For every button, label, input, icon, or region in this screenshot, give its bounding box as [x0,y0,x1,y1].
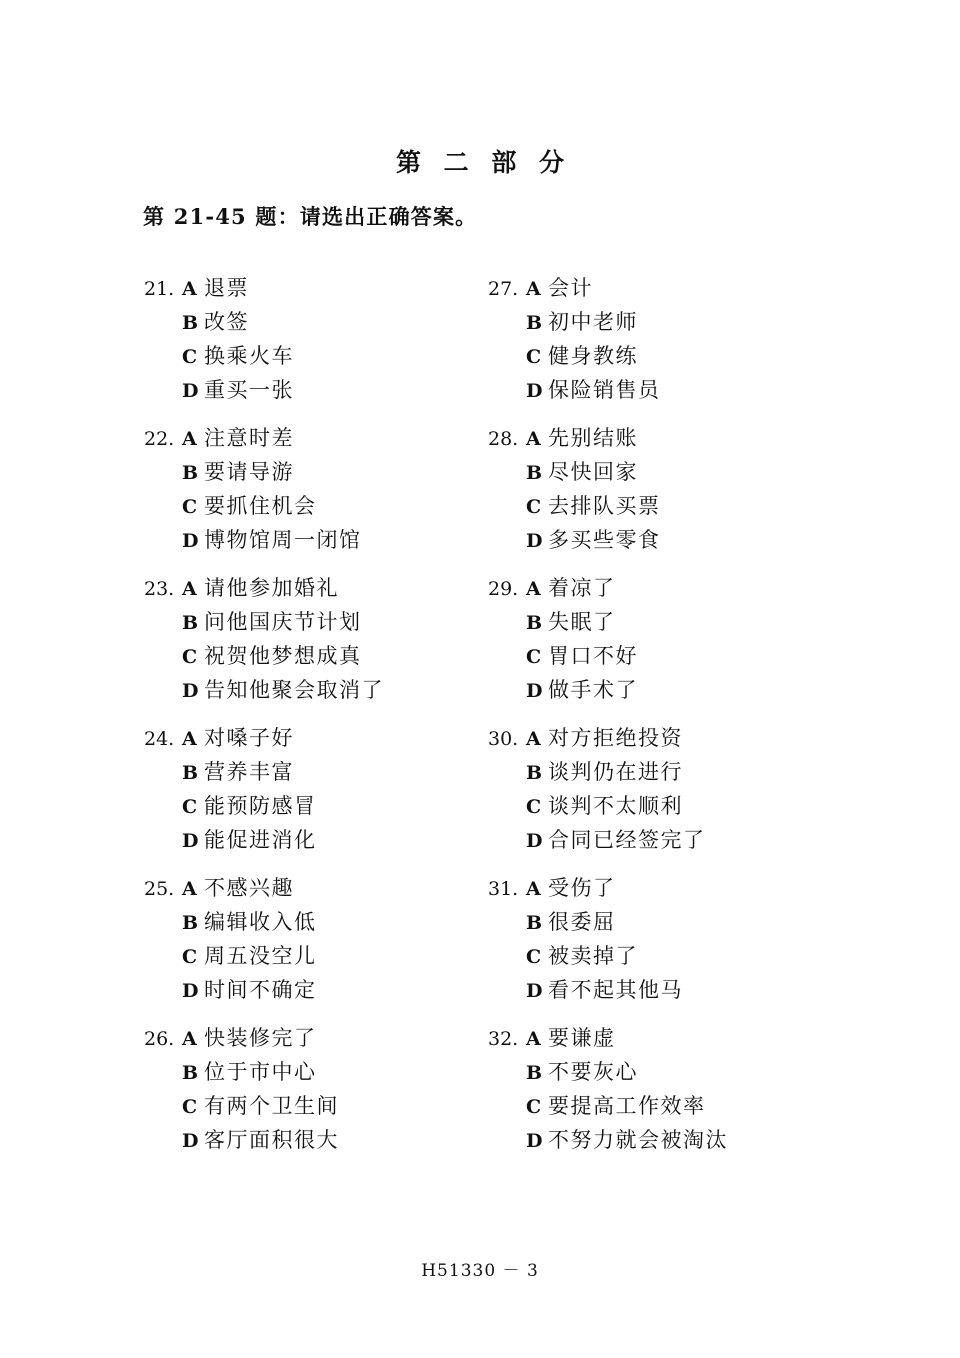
option-text: 要请导游 [204,460,294,484]
question-number: 30. [488,728,519,750]
option-text: 对嗓子好 [204,726,294,750]
option-row[interactable] [144,640,384,674]
option-text: 很委屈 [548,910,616,934]
option-letter: D [526,1130,543,1152]
option-text: 被卖掉了 [548,944,638,968]
option-letter: B [526,762,543,784]
option-letter: C [182,646,198,668]
question-block [144,572,384,708]
option-text: 告知他聚会取消了 [204,678,384,702]
option-row[interactable] [488,640,728,674]
option-text: 编辑收入低 [204,910,317,934]
option-letter: B [182,762,199,784]
option-row[interactable] [144,722,384,756]
option-row[interactable] [488,1124,728,1158]
option-row[interactable] [488,490,728,524]
question-number: 21. [144,278,175,300]
option-row[interactable] [488,974,728,1008]
option-letter: B [182,1062,199,1084]
option-letter: A [526,578,541,600]
option-row[interactable] [488,756,728,790]
option-row[interactable] [488,674,728,708]
option-letter: D [526,830,543,852]
option-text: 重买一张 [204,378,294,402]
option-text: 要抓住机会 [204,494,317,518]
question-number: 27. [488,278,519,300]
option-text: 看不起其他马 [548,978,683,1002]
question-block [488,272,728,408]
option-letter: D [182,980,199,1002]
option-row[interactable] [144,490,384,524]
page-title: 第 二 部 分 [395,148,572,177]
question-number: 32. [488,1028,519,1050]
option-row[interactable] [144,1056,384,1090]
option-row[interactable] [144,674,384,708]
option-letter: B [182,312,199,334]
option-letter: C [526,946,542,968]
question-block [488,422,728,558]
option-letter: A [182,728,197,750]
option-letter: B [182,462,199,484]
option-letter: D [182,680,199,702]
option-text: 多买些零食 [548,528,661,552]
option-text: 做手术了 [548,678,638,702]
option-text: 谈判不太顺利 [548,794,683,818]
option-row[interactable] [488,572,728,606]
option-row[interactable] [488,1056,728,1090]
option-text: 着凉了 [548,576,616,600]
option-letter: B [526,462,543,484]
option-letter: B [526,612,543,634]
option-letter: C [526,346,542,368]
question-number: 25. [144,878,175,900]
question-block [144,1022,384,1158]
option-text: 快装修完了 [204,1026,317,1050]
option-text: 祝贺他梦想成真 [204,644,362,668]
question-column-left [144,272,384,1172]
option-row[interactable] [488,940,728,974]
option-row[interactable] [144,422,384,456]
option-row[interactable] [488,374,728,408]
option-row[interactable] [144,1022,384,1056]
question-number: 29. [488,578,519,600]
option-row[interactable] [488,872,728,906]
option-text: 要谦虚 [548,1026,616,1050]
option-text: 尽快回家 [548,460,638,484]
option-letter: A [526,278,541,300]
option-row[interactable] [144,1124,384,1158]
question-number: 24. [144,728,175,750]
option-letter: A [526,428,541,450]
option-row[interactable] [144,272,384,306]
option-letter: A [182,1028,197,1050]
option-letter: D [182,830,199,852]
question-block [144,722,384,858]
option-text: 谈判仍在进行 [548,760,683,784]
option-row[interactable] [144,374,384,408]
option-letter: D [182,380,199,402]
option-text: 位于市中心 [204,1060,317,1084]
option-row[interactable] [488,722,728,756]
option-row[interactable] [488,906,728,940]
question-block [144,272,384,408]
option-letter: C [526,1096,542,1118]
option-row[interactable] [488,340,728,374]
option-text: 会计 [548,276,593,300]
option-text: 时间不确定 [204,978,317,1002]
question-number: 28. [488,428,519,450]
instruction-line: 第 21-45 题：请选出正确答案。 [143,204,478,229]
option-row[interactable] [144,906,384,940]
option-text: 不努力就会被淘汰 [548,1128,728,1152]
option-letter: D [182,1130,199,1152]
option-text: 初中老师 [548,310,638,334]
option-text: 对方拒绝投资 [548,726,683,750]
option-text: 有两个卫生间 [204,1094,339,1118]
option-row[interactable] [488,272,728,306]
option-row[interactable] [144,940,384,974]
option-row[interactable] [144,572,384,606]
option-letter: D [526,980,543,1002]
option-letter: B [182,912,199,934]
option-text: 不要灰心 [548,1060,638,1084]
option-text: 失眠了 [548,610,616,634]
option-text: 问他国庆节计划 [204,610,362,634]
option-text: 退票 [204,276,249,300]
option-row[interactable] [488,824,728,858]
option-row[interactable] [488,1090,728,1124]
option-letter: C [182,946,198,968]
option-text: 改签 [204,310,249,334]
option-letter: B [526,312,543,334]
question-block [144,872,384,1008]
question-block [488,872,728,1008]
option-letter: D [182,530,199,552]
option-text: 受伤了 [548,876,616,900]
option-letter: C [182,496,198,518]
question-number: 26. [144,1028,175,1050]
option-row[interactable] [144,606,384,640]
option-letter: D [526,380,543,402]
question-block [488,572,728,708]
option-letter: A [526,878,541,900]
option-letter: D [526,680,543,702]
option-letter: B [526,912,543,934]
question-number: 31. [488,878,519,900]
question-block [144,422,384,558]
option-row[interactable] [144,974,384,1008]
option-letter: C [182,1096,198,1118]
option-letter: A [182,428,197,450]
option-row[interactable] [144,872,384,906]
question-block [488,722,728,858]
option-letter: B [526,1062,543,1084]
option-text: 营养丰富 [204,760,294,784]
option-text: 能促进消化 [204,828,317,852]
option-letter: A [182,878,197,900]
option-text: 能预防感冒 [204,794,317,818]
option-letter: D [526,530,543,552]
option-row[interactable] [144,456,384,490]
option-row[interactable] [488,606,728,640]
option-letter: C [526,496,542,518]
option-text: 健身教练 [548,344,638,368]
option-row[interactable] [144,790,384,824]
option-letter: A [182,578,197,600]
option-letter: C [526,796,542,818]
option-text: 合同已经签完了 [548,828,706,852]
option-text: 要提高工作效率 [548,1094,706,1118]
option-letter: A [182,278,197,300]
option-text: 不感兴趣 [204,876,294,900]
option-text: 注意时差 [204,426,294,450]
option-row[interactable] [488,790,728,824]
question-block [488,1022,728,1158]
option-letter: C [182,796,198,818]
option-row[interactable] [144,340,384,374]
option-row[interactable] [144,1090,384,1124]
page-footer: H51330 － 3 [421,1261,539,1281]
option-row[interactable] [144,824,384,858]
option-text: 请他参加婚礼 [204,576,339,600]
option-text: 博物馆周一闭馆 [204,528,362,552]
option-text: 去排队买票 [548,494,661,518]
option-letter: C [182,346,198,368]
option-row[interactable] [144,756,384,790]
option-text: 换乘火车 [204,344,294,368]
option-row[interactable] [488,422,728,456]
question-number: 23. [144,578,175,600]
option-letter: B [182,612,199,634]
option-text: 胃口不好 [548,644,638,668]
question-column-right [488,272,728,1172]
option-letter: A [526,728,541,750]
option-row[interactable] [144,524,384,558]
option-text: 保险销售员 [548,378,661,402]
option-row[interactable] [488,456,728,490]
option-row[interactable] [144,306,384,340]
question-columns [0,272,960,1152]
option-row[interactable] [488,1022,728,1056]
option-letter: C [526,646,542,668]
option-row[interactable] [488,306,728,340]
option-letter: A [526,1028,541,1050]
option-row[interactable] [488,524,728,558]
option-text: 周五没空儿 [204,944,317,968]
option-text: 客厅面积很大 [204,1128,339,1152]
question-number: 22. [144,428,175,450]
option-text: 先别结账 [548,426,638,450]
